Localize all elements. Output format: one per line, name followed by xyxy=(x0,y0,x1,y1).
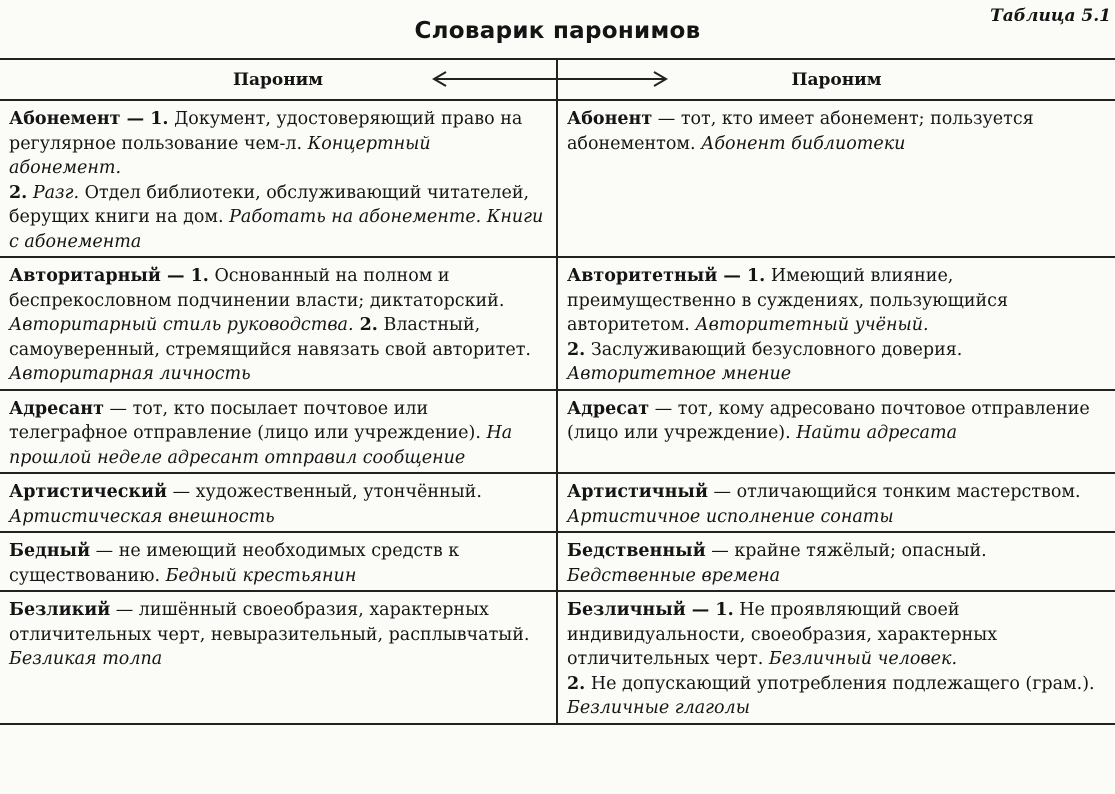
entry-term: Абонемент xyxy=(9,109,121,129)
entry-example: Авторитетный учёный. xyxy=(695,315,929,335)
entry-definition: — не имеющий необходимых средств к существованию. xyxy=(9,541,460,586)
entry-example: Авторитетное мнение xyxy=(567,364,792,384)
entry-cell-left: Абонемент — 1. Документ, удостоверяющий право на регулярное пользование чем-л. Концертный абонемент. 2. Разг. Отдел библиотеки, обслуживающий читателей, берущих книги на дом. Работать на абонементе. Книги с абонемента xyxy=(0,100,557,257)
entry-cell-right: Авторитетный — 1. Имеющий влияние, преимущественно в суждениях, пользующийся авторитетом. Авторитетный учёный. 2. Заслуживающий безусловного доверия. Авторитетное мнение xyxy=(557,257,1115,390)
entry-example: Артистичное исполнение сонаты xyxy=(567,506,894,527)
entry-definition: Не проявляющий своей индивидуальности, своеобразия, характерных отличительных черт. xyxy=(567,600,998,669)
page-title: Словарик паронимов xyxy=(414,18,701,44)
entry-cell-right xyxy=(557,100,1115,257)
header-label-left: Пароним xyxy=(232,69,324,90)
entry-definition: — тот, кто имеет абонемент; пользуется абонементом. xyxy=(567,109,1034,154)
entry-term: Артистический xyxy=(9,482,167,502)
header-label-right: Пароним xyxy=(791,69,882,90)
entry-example: Найти адресата xyxy=(796,423,958,443)
entry-definition: Властный, самоуверенный, стремящийся навязать свой авторитет. xyxy=(9,315,531,360)
entry-note: Разг. xyxy=(27,182,80,203)
entry-example: Безликая толпа xyxy=(9,649,163,669)
entry-term: Абонент xyxy=(567,109,653,129)
entry-example: На прошлой неделе адресант отправил сообщение xyxy=(9,423,513,468)
entry-cell-left xyxy=(0,591,557,724)
entry-term: Авторитетный xyxy=(567,266,718,286)
entry-definition: Не допускающий употребления подлежащего (грам.). xyxy=(585,673,1095,694)
right-arrow-icon xyxy=(558,69,670,89)
table-row xyxy=(0,591,1115,724)
entry-definition: Основанный на полном и беспрекословном подчинении власти; диктаторский. xyxy=(9,266,505,311)
table-row xyxy=(0,473,1115,532)
entry-example: Безличные глаголы xyxy=(567,698,750,718)
entry-definition: — тот, кто посылает почтовое или телеграфное отправление (лицо или учреждение). xyxy=(9,398,487,443)
entry-cell-left xyxy=(0,473,557,532)
table-row xyxy=(0,532,1115,591)
entry-term: Авторитарный xyxy=(9,266,161,286)
entry-example: Артистическая внешность xyxy=(9,506,275,527)
entry-term: Безликий xyxy=(9,600,111,620)
paronym-table xyxy=(0,58,1115,725)
entry-definition: — отличающийся тонким мастерством. xyxy=(707,482,1081,502)
entry-cell-left xyxy=(0,532,557,591)
entry-term: Бедственный xyxy=(567,541,706,561)
entry-definition: Отдел библиотеки, обслуживающий читателей, берущих книги на дом. xyxy=(9,182,530,227)
table-row xyxy=(0,257,1115,390)
entry-cell-right: Безличный — 1. Не проявляющий своей индивидуальности, своеобразия, характерных отличительных черт. Безличный человек. 2. Не допускающий употребления подлежащего (грам.). Безличные глаголы xyxy=(557,591,1115,724)
table-number-label: Таблица 5.1 xyxy=(990,6,1111,26)
entry-definition: Заслуживающий безусловного доверия. xyxy=(585,339,963,360)
entry-example: Авторитарный стиль руководства. xyxy=(9,315,354,335)
entry-cell-right xyxy=(557,532,1115,591)
entry-term: Адресант xyxy=(9,398,104,419)
entry-example: Бедственные времена xyxy=(567,565,781,586)
entry-term: Артистичный xyxy=(567,482,708,502)
left-arrow-icon xyxy=(430,69,560,89)
entry-example: Безличный человек. xyxy=(768,649,958,669)
entry-definition: — лишённый своеобразия, характерных отличительных черт, невыразительный, расплывчатый. xyxy=(9,600,530,645)
entry-example: Авторитарная личность xyxy=(9,364,251,384)
header-cell-right xyxy=(557,59,1115,100)
entry-term: Адресат xyxy=(567,398,650,419)
table-row xyxy=(0,390,1115,474)
entry-example: Абонент библиотеки xyxy=(701,133,906,154)
entry-cell-left xyxy=(0,390,557,474)
header-cell-left xyxy=(0,59,557,100)
table-row xyxy=(0,100,1115,257)
entry-definition: — художественный, утончённый. xyxy=(167,482,482,502)
entry-term: Безличный xyxy=(567,600,686,620)
entry-example: Бедный крестьянин xyxy=(165,565,357,586)
table-header-row xyxy=(0,59,1115,100)
entry-cell-left: Авторитарный — 1. Основанный на полном и беспрекословном подчинении власти; диктаторский. Авторитарный стиль руководства. 2. Властный, самоуверенный, стремящийся навязать свой авторитет. Авторитарная личность xyxy=(0,257,557,390)
entry-example: Концертный абонемент. xyxy=(9,133,431,178)
entry-cell-right xyxy=(557,473,1115,532)
entry-definition: — тот, кому адресовано почтовое отправление (лицо или учреждение). xyxy=(567,398,1090,443)
entry-definition: — крайне тяжёлый; опасный. xyxy=(705,541,987,561)
entry-example: Работать на абонементе. Книги с абонемента xyxy=(9,207,544,252)
entry-cell-right xyxy=(557,390,1115,474)
entry-definition: Имеющий влияние, преимущественно в суждениях, пользующийся авторитетом. xyxy=(567,266,1009,335)
entry-term: Бедный xyxy=(9,541,91,561)
entry-definition: Документ, удостоверяющий право на регулярное пользование чем-л. xyxy=(9,109,523,154)
